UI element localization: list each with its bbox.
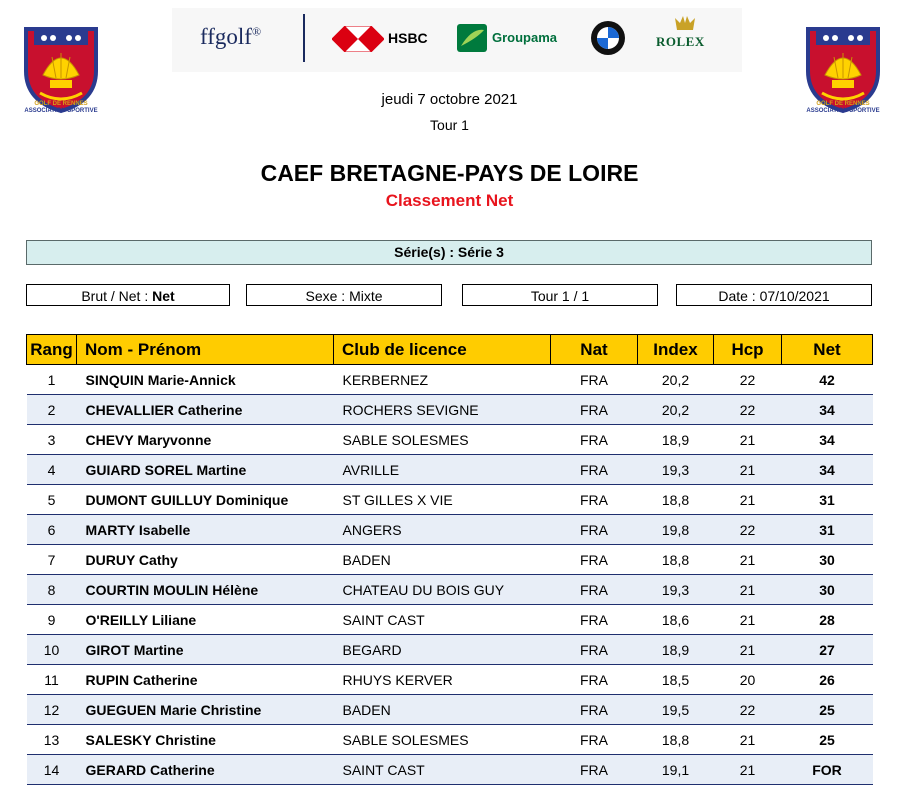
cell-club: SABLE SOLESMES	[334, 425, 551, 455]
cell-nom: CHEVY Maryvonne	[77, 425, 334, 455]
results-body	[27, 365, 873, 785]
cell-nom: RUPIN Catherine	[77, 665, 334, 695]
sexe-box: Sexe : Mixte	[246, 284, 442, 306]
cell-index: 18,8	[638, 485, 714, 515]
cell-index: 19,3	[638, 455, 714, 485]
cell-nom: GUIARD SOREL Martine	[77, 455, 334, 485]
table-row	[27, 665, 873, 695]
hsbc-hexagon-icon	[332, 26, 384, 52]
cell-club: BADEN	[334, 545, 551, 575]
cell-hcp: 21	[714, 635, 782, 665]
cell-hcp: 20	[714, 665, 782, 695]
tour-box: Tour 1 / 1	[462, 284, 658, 306]
cell-hcp: 22	[714, 395, 782, 425]
registered-mark-icon: ®	[251, 24, 262, 39]
brut-net-value: Net	[152, 288, 175, 304]
cell-index: 19,1	[638, 755, 714, 785]
cell-hcp: 22	[714, 365, 782, 395]
competition-round: Tour 1	[430, 117, 469, 133]
cell-rang: 9	[27, 605, 77, 635]
cell-nom: SINQUIN Marie-Annick	[77, 365, 334, 395]
cell-nat: FRA	[551, 485, 638, 515]
cell-net: 30	[782, 575, 873, 605]
cell-index: 18,6	[638, 605, 714, 635]
cell-rang: 11	[27, 665, 77, 695]
cell-hcp: 21	[714, 725, 782, 755]
cell-net: 31	[782, 515, 873, 545]
serie-bar: Série(s) : Série 3	[26, 240, 872, 265]
date-box: Date : 07/10/2021	[676, 284, 872, 306]
cell-net: 27	[782, 635, 873, 665]
table-row	[27, 755, 873, 785]
cell-index: 20,2	[638, 365, 714, 395]
results-table	[26, 334, 873, 785]
cell-index: 19,8	[638, 515, 714, 545]
cell-nom: DURUY Cathy	[77, 545, 334, 575]
cell-club: ST GILLES X VIE	[334, 485, 551, 515]
cell-nom: GUEGUEN Marie Christine	[77, 695, 334, 725]
cell-net: 25	[782, 725, 873, 755]
cell-nat: FRA	[551, 635, 638, 665]
cell-nom: O'REILLY Liliane	[77, 605, 334, 635]
table-row	[27, 515, 873, 545]
cell-nat: FRA	[551, 425, 638, 455]
crest-association: ASSOCIATION SPORTIVE	[24, 108, 98, 114]
cell-nom: COURTIN MOULIN Hélène	[77, 575, 334, 605]
table-row	[27, 725, 873, 755]
cell-net: 31	[782, 485, 873, 515]
cell-club: SABLE SOLESMES	[334, 725, 551, 755]
table-header-row	[27, 335, 873, 365]
table-row	[27, 545, 873, 575]
col-header-rang: Rang	[27, 335, 77, 365]
cell-nom: DUMONT GUILLUY Dominique	[77, 485, 334, 515]
table-row	[27, 635, 873, 665]
cell-nat: FRA	[551, 605, 638, 635]
table-row	[27, 365, 873, 395]
cell-rang: 5	[27, 485, 77, 515]
cell-rang: 14	[27, 755, 77, 785]
crest-association: ASSOCIATION SPORTIVE	[806, 108, 880, 114]
cell-hcp: 21	[714, 485, 782, 515]
cell-hcp: 21	[714, 575, 782, 605]
cell-nat: FRA	[551, 455, 638, 485]
cell-club: KERBERNEZ	[334, 365, 551, 395]
ranking-type: Classement Net	[385, 191, 514, 210]
ffgolf-text: ffgolf	[200, 24, 252, 49]
cell-rang: 3	[27, 425, 77, 455]
table-row	[27, 395, 873, 425]
cell-rang: 12	[27, 695, 77, 725]
sponsor-divider	[303, 14, 305, 62]
cell-rang: 6	[27, 515, 77, 545]
cell-net: 30	[782, 545, 873, 575]
cell-club: RHUYS KERVER	[334, 665, 551, 695]
cell-net: 28	[782, 605, 873, 635]
brut-net-box	[26, 284, 230, 306]
cell-nat: FRA	[551, 545, 638, 575]
table-row	[27, 575, 873, 605]
groupama-leaf-icon	[457, 24, 487, 52]
table-row	[27, 605, 873, 635]
cell-hcp: 21	[714, 455, 782, 485]
cell-nom: MARTY Isabelle	[77, 515, 334, 545]
hsbc-logo-text: HSBC	[388, 30, 428, 46]
table-row	[27, 695, 873, 725]
cell-hcp: 22	[714, 515, 782, 545]
cell-rang: 1	[27, 365, 77, 395]
cell-nom: CHEVALLIER Catherine	[77, 395, 334, 425]
cell-net: 25	[782, 695, 873, 725]
cell-club: SAINT CAST	[334, 605, 551, 635]
cell-nat: FRA	[551, 665, 638, 695]
brut-net-label: Brut / Net :	[81, 288, 149, 304]
rolex-crown-icon	[655, 14, 715, 34]
cell-net: FOR	[782, 755, 873, 785]
cell-hcp: 21	[714, 605, 782, 635]
cell-nat: FRA	[551, 515, 638, 545]
cell-rang: 13	[27, 725, 77, 755]
col-header-index: Index	[638, 335, 714, 365]
crest-club-name: GOLF DE RENNES	[816, 101, 870, 107]
cell-rang: 8	[27, 575, 77, 605]
cell-nat: FRA	[551, 395, 638, 425]
col-header-net: Net	[782, 335, 873, 365]
cell-club: AVRILLE	[334, 455, 551, 485]
cell-rang: 10	[27, 635, 77, 665]
crest-club-name: GOLF DE RENNES	[34, 101, 88, 107]
cell-hcp: 21	[714, 545, 782, 575]
cell-nom: GIROT Martine	[77, 635, 334, 665]
col-header-club: Club de licence	[334, 335, 551, 365]
col-header-nat: Nat	[551, 335, 638, 365]
cell-club: ROCHERS SEVIGNE	[334, 395, 551, 425]
table-row	[27, 455, 873, 485]
cell-hcp: 22	[714, 695, 782, 725]
cell-nat: FRA	[551, 695, 638, 725]
cell-index: 18,8	[638, 725, 714, 755]
cell-hcp: 21	[714, 755, 782, 785]
cell-club: SAINT CAST	[334, 755, 551, 785]
rolex-logo-text: ROLEX	[656, 34, 705, 49]
cell-net: 34	[782, 455, 873, 485]
cell-index: 19,3	[638, 575, 714, 605]
cell-club: ANGERS	[334, 515, 551, 545]
page-title: CAEF BRETAGNE-PAYS DE LOIRE	[260, 160, 639, 186]
table-row	[27, 425, 873, 455]
cell-index: 18,5	[638, 665, 714, 695]
cell-net: 26	[782, 665, 873, 695]
cell-rang: 2	[27, 395, 77, 425]
cell-net: 42	[782, 365, 873, 395]
cell-hcp: 21	[714, 425, 782, 455]
cell-net: 34	[782, 425, 873, 455]
cell-nat: FRA	[551, 725, 638, 755]
cell-index: 18,9	[638, 635, 714, 665]
cell-nom: GERARD Catherine	[77, 755, 334, 785]
cell-index: 20,2	[638, 395, 714, 425]
bmw-roundel-icon	[590, 20, 626, 56]
cell-rang: 7	[27, 545, 77, 575]
cell-net: 34	[782, 395, 873, 425]
cell-index: 18,9	[638, 425, 714, 455]
cell-nat: FRA	[551, 755, 638, 785]
col-header-hcp: Hcp	[714, 335, 782, 365]
groupama-logo-text: Groupama	[492, 30, 558, 45]
cell-club: CHATEAU DU BOIS GUY	[334, 575, 551, 605]
table-row	[27, 485, 873, 515]
cell-nat: FRA	[551, 575, 638, 605]
cell-club: BADEN	[334, 695, 551, 725]
cell-club: BEGARD	[334, 635, 551, 665]
competition-date: jeudi 7 octobre 2021	[381, 91, 518, 108]
cell-index: 18,8	[638, 545, 714, 575]
cell-index: 19,5	[638, 695, 714, 725]
cell-nom: SALESKY Christine	[77, 725, 334, 755]
col-header-nom: Nom - Prénom	[77, 335, 334, 365]
ffgolf-logo	[200, 24, 261, 50]
cell-nat: FRA	[551, 365, 638, 395]
cell-rang: 4	[27, 455, 77, 485]
